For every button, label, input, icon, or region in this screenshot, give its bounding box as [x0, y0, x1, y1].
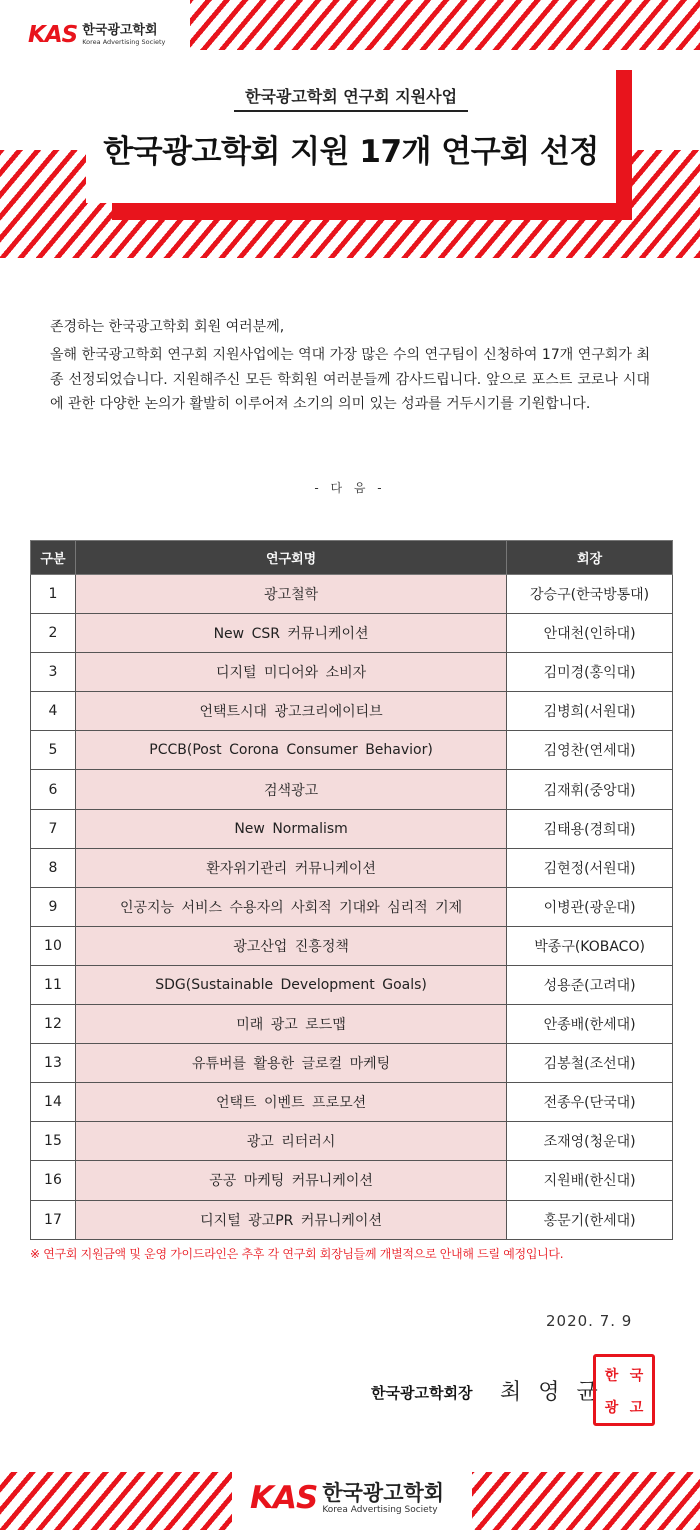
- research-group-table: [30, 540, 673, 1240]
- research-group-name: 공공 마케팅 커뮤니케이션: [75, 1161, 506, 1200]
- chair-name: 김미경(홍익대): [507, 653, 673, 692]
- research-group-name: PCCB(Post Corona Consumer Behavior): [75, 731, 506, 770]
- column-header-no: 구분: [31, 541, 76, 575]
- chair-name: 이병관(광운대): [507, 887, 673, 926]
- chair-name: 김태용(경희대): [507, 809, 673, 848]
- research-group-name: 디지털 광고PR 커뮤니케이션: [75, 1200, 506, 1239]
- seal-char: 고: [629, 1400, 644, 1416]
- research-group-name: 유튜버를 활용한 글로컬 마케팅: [75, 1044, 506, 1083]
- signature-title: 한국광고학회장: [371, 1384, 473, 1402]
- chair-name: 성용준(고려대): [507, 965, 673, 1004]
- table-row: [31, 1044, 673, 1083]
- research-group-name: 인공지능 서비스 수용자의 사회적 기대와 심리적 기제: [75, 887, 506, 926]
- table-header-row: [31, 541, 673, 575]
- title-box: [86, 50, 616, 203]
- row-number: 8: [31, 848, 76, 887]
- research-group-name: 언택트 이벤트 프로모션: [75, 1083, 506, 1122]
- chair-name: 박종구(KOBACO): [507, 926, 673, 965]
- research-group-name: 검색광고: [75, 770, 506, 809]
- logo-name: 한국광고학회: [82, 23, 158, 38]
- society-logo: [28, 22, 171, 48]
- chair-name: 김재휘(중앙대): [507, 770, 673, 809]
- chair-name: 홍문기(한세대): [507, 1200, 673, 1239]
- chair-name: 김봉철(조선대): [507, 1044, 673, 1083]
- seal-char: 국: [629, 1368, 644, 1384]
- decorative-stripes: [190, 0, 700, 50]
- chair-name: 조재영(청운대): [507, 1122, 673, 1161]
- chair-name: 김현정(서원대): [507, 848, 673, 887]
- chair-name: 안종배(한세대): [507, 1005, 673, 1044]
- research-group-name: 디지털 미디어와 소비자: [75, 653, 506, 692]
- page-subtitle: 한국광고학회 연구회 지원사업: [244, 87, 458, 106]
- column-header-chair: 회장: [507, 541, 673, 575]
- row-number: 1: [31, 575, 76, 614]
- research-group-name: New Normalism: [75, 809, 506, 848]
- research-group-name: 광고 리터러시: [75, 1122, 506, 1161]
- table-row: [31, 848, 673, 887]
- table-row: [31, 1083, 673, 1122]
- table-row: [31, 1200, 673, 1239]
- table-row: [31, 614, 673, 653]
- official-seal-icon: [593, 1354, 655, 1426]
- table-body: [31, 575, 673, 1240]
- table-row: [31, 887, 673, 926]
- table-row: [31, 1122, 673, 1161]
- row-number: 11: [31, 965, 76, 1004]
- page-title: 한국광고학회 지원 17개 연구회 선정: [103, 134, 599, 170]
- logo-name-en: Korea Advertising Society: [322, 1504, 438, 1515]
- table-row: [31, 770, 673, 809]
- table-row: [31, 692, 673, 731]
- logo-name: 한국광고학회: [322, 1480, 445, 1505]
- row-number: 13: [31, 1044, 76, 1083]
- guideline-note: ※ 연구회 지원금액 및 운영 가이드라인은 추후 각 연구회 회장님들께 개별적으로 안내해 드릴 예정입니다.: [30, 1247, 564, 1261]
- research-group-name: 환자위기관리 커뮤니케이션: [75, 848, 506, 887]
- table-row: [31, 731, 673, 770]
- divider: [234, 110, 468, 112]
- logo-mark: KAS: [28, 22, 78, 48]
- column-header-name: 연구회명: [75, 541, 506, 575]
- table-row: [31, 809, 673, 848]
- row-number: 15: [31, 1122, 76, 1161]
- table-row: [31, 1161, 673, 1200]
- footer-logo: [250, 1480, 444, 1516]
- chair-name: 전종우(단국대): [507, 1083, 673, 1122]
- row-number: 9: [31, 887, 76, 926]
- table-row: [31, 965, 673, 1004]
- chair-name: 김병희(서원대): [507, 692, 673, 731]
- research-group-name: SDG(Sustainable Development Goals): [75, 965, 506, 1004]
- greeting: 존경하는 한국광고학회 회원 여러분께,: [50, 319, 285, 335]
- research-group-name: 광고철학: [75, 575, 506, 614]
- logo-name-en: Korea Advertising Society: [82, 38, 166, 46]
- table-row: [31, 575, 673, 614]
- table-row: [31, 926, 673, 965]
- row-number: 16: [31, 1161, 76, 1200]
- table-row: [31, 653, 673, 692]
- section-separator: - 다 음 -: [314, 481, 386, 495]
- chair-name: 안대천(인하대): [507, 614, 673, 653]
- research-group-name: 언택트시대 광고크리에이티브: [75, 692, 506, 731]
- row-number: 14: [31, 1083, 76, 1122]
- chair-name: 강승구(한국방통대): [507, 575, 673, 614]
- row-number: 17: [31, 1200, 76, 1239]
- research-group-name: 미래 광고 로드맵: [75, 1005, 506, 1044]
- row-number: 4: [31, 692, 76, 731]
- research-group-name: 광고산업 진흥정책: [75, 926, 506, 965]
- research-group-name: New CSR 커뮤니케이션: [75, 614, 506, 653]
- seal-char: 한: [604, 1368, 619, 1384]
- row-number: 2: [31, 614, 76, 653]
- row-number: 12: [31, 1005, 76, 1044]
- chair-name: 김영찬(연세대): [507, 731, 673, 770]
- row-number: 10: [31, 926, 76, 965]
- table-row: [31, 1005, 673, 1044]
- row-number: 6: [31, 770, 76, 809]
- seal-char: 광: [604, 1400, 619, 1416]
- intro-paragraph: 올해 한국광고학회 연구회 지원사업에는 역대 가장 많은 수의 연구팀이 신청하여 17개 연구회가 최종 선정되었습니다. 지원해주신 모든 학회원 여러분들께 감사드립니다. 앞으로 포스트 코로나 시대에 관한 다양한 논의가 활발히 이루어져 소기의 의미 있는 성과를 거두시기를 기원합니다.: [50, 347, 650, 412]
- row-number: 3: [31, 653, 76, 692]
- logo-mark: KAS: [250, 1480, 318, 1516]
- row-number: 5: [31, 731, 76, 770]
- issue-date: 2020. 7. 9: [546, 1312, 633, 1330]
- signature-name: 최 영 균: [500, 1380, 603, 1405]
- chair-name: 지원배(한신대): [507, 1161, 673, 1200]
- row-number: 7: [31, 809, 76, 848]
